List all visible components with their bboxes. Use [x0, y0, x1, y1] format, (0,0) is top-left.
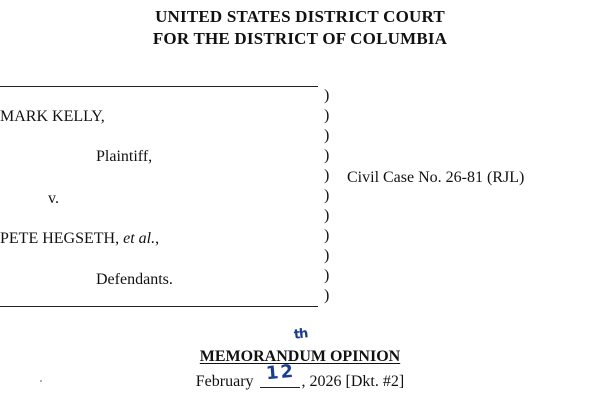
caption-paren: ) [324, 247, 330, 264]
memo-title-text: MEMORANDUM OPINION [199, 348, 401, 365]
caption-paren: ) [324, 147, 330, 164]
caption-paren: ) [324, 287, 330, 304]
caption-paren-column [324, 86, 336, 306]
caption-top-rule [0, 86, 318, 87]
scan-speck [40, 380, 42, 382]
handwritten-day: 12 [264, 360, 296, 385]
defendant-name [0, 229, 159, 249]
caption-paren: ) [324, 87, 330, 104]
defendant-name-comma: , [155, 230, 160, 247]
versus-label: v. [48, 190, 59, 207]
plaintiff-name: MARK KELLY, [0, 108, 105, 125]
court-name-line-2: FOR THE DISTRICT OF COLUMBIA [152, 29, 448, 48]
date-month: February [195, 373, 254, 390]
caption-paren: ) [324, 227, 330, 244]
caption-paren: ) [324, 187, 330, 204]
memo-title [0, 347, 600, 367]
caption-paren: ) [324, 127, 330, 144]
defendant-role: Defendants. [96, 271, 173, 288]
caption-paren: ) [324, 267, 330, 284]
caption-paren: ) [324, 207, 330, 224]
date-line [0, 360, 600, 392]
caption-paren: ) [324, 167, 330, 184]
day-blank-line [260, 360, 300, 388]
plaintiff-role: Plaintiff, [96, 148, 153, 165]
case-number: Civil Case No. 26-81 (RJL) [347, 169, 525, 186]
date-rest: , 2026 [Dkt. #2] [301, 373, 405, 390]
handwritten-ordinal: th [293, 326, 309, 343]
defendant-name-text: PETE HEGSETH, [0, 230, 124, 247]
caption-paren: ) [324, 107, 330, 124]
et-al-text: et al. [123, 230, 156, 247]
caption-bottom-rule [0, 306, 318, 307]
court-name-line-1: UNITED STATES DISTRICT COURT [155, 7, 445, 26]
